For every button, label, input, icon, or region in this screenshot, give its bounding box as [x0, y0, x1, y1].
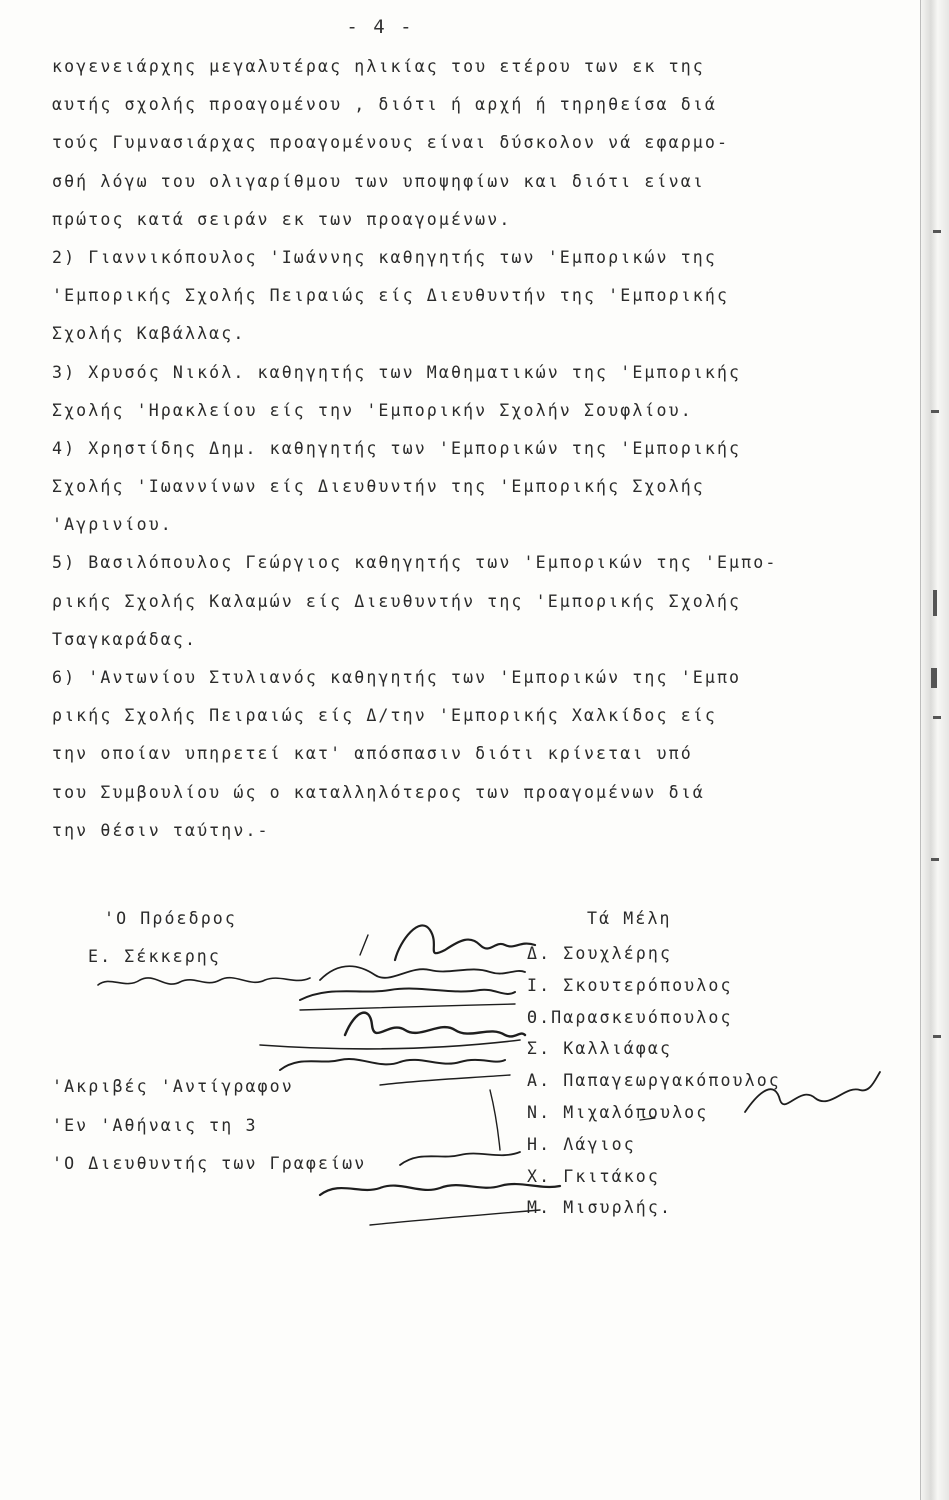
body-line: 'Εμπορικής Σχολής Πειραιώς είς Διευθυντήν της 'Εμπορικής [52, 286, 730, 306]
certification-line: 'Εν 'Αθήναις τη 3 [52, 1115, 258, 1135]
signature-stroke [395, 925, 535, 960]
body-line: την οποίαν υπηρετεί κατ' απόσπασιν διότι κρίνεται υπό [52, 744, 693, 764]
body-line: του Συμβουλίου ώς ο καταλληλότερος των προαγομένων διά [52, 782, 705, 802]
member-name: Μ. Μισυρλής. [527, 1198, 673, 1218]
member-name: Θ.Παρασκευόπουλος [527, 1007, 733, 1027]
member-name: Α. Παπαγεωργακόπουλος [527, 1071, 781, 1091]
body-line: ρικής Σχολής Καλαμών είς Διευθυντήν της 'Εμπορικής Σχολής [52, 591, 742, 611]
body-line: την θέσιν ταύτην.- [52, 820, 270, 840]
member-name: Ι. Σκουτερόπουλος [527, 975, 733, 995]
member-name: Ν. Μιχαλόπουλος [527, 1102, 709, 1122]
body-line: ρικής Σχολής Πειραιώς είς Δ/την 'Εμπορικής Χαλκίδος είς [52, 706, 717, 726]
signature-stroke [260, 1040, 520, 1049]
body-line: 5) Βασιλόπουλος Γεώργιος καθηγητής των 'Εμπορικών της 'Εμπο- [52, 553, 778, 573]
certification-block [52, 1068, 472, 1184]
body-line: Σχολής 'Ηρακλείου είς την 'Εμπορικήν Σχολήν Σουφλίου. [52, 400, 693, 420]
body-line: 4) Χρηστίδης Δημ. καθηγητής των 'Εμπορικών της 'Εμπορικής [52, 438, 742, 458]
page-number: - 4 - [346, 16, 414, 38]
signature-stroke [370, 1210, 540, 1225]
body-line: Σχολής 'Ιωαννίνων είς Διευθυντήν της 'Εμπορικής Σχολής [52, 477, 705, 497]
member-name: Δ. Σουχλέρης [527, 944, 673, 963]
body-line: αυτής σχολής προαγομένου , διότι ή αρχή ή τηρηθείσα διά [52, 95, 717, 115]
signature-stroke [98, 978, 310, 985]
body-line: τούς Γυμνασιάρχας προαγομένους είναι δύσκολον νά εφαρμο- [52, 133, 730, 153]
president-block [88, 900, 388, 976]
body-line: 'Αγρινίου. [52, 515, 173, 535]
signature-stroke [300, 1004, 515, 1010]
signature-stroke [490, 1090, 500, 1150]
member-name: Χ. Γκιτάκος [527, 1166, 660, 1186]
body-text [52, 48, 892, 850]
president-title: 'Ο Πρόεδρος [104, 909, 237, 928]
body-line: σθή λόγω του ολιγαρίθμου των υποψηφίων και διότι είναι [52, 171, 705, 191]
body-line: κογενειάρχης μεγαλυτέρας ηλικίας του ετέρου των εκ της [52, 57, 705, 76]
signature-stroke [345, 1013, 525, 1037]
president-name: Ε. Σέκκερης [88, 947, 221, 966]
body-line: 6) 'Αντωνίου Στυλιανός καθηγητής των 'Εμπορικών της 'Εμπο [52, 668, 742, 687]
body-line: 2) Γιαννικόπουλος 'Ιωάννης καθηγητής των 'Εμπορικών της [52, 247, 717, 267]
certification-line: 'Ακριβές 'Αντίγραφον [52, 1077, 294, 1096]
members-block [527, 900, 857, 1224]
signature-stroke [300, 989, 515, 1000]
signature-stroke [320, 1184, 560, 1195]
members-title: Τά Μέλη [587, 909, 672, 928]
body-line: Τσαγκαράδας. [52, 629, 198, 649]
member-name: Σ. Καλλιάφας [527, 1039, 673, 1059]
body-line: Σχολής Καβάλλας. [52, 324, 246, 344]
page-edge-shadow [920, 0, 949, 1500]
body-line: 3) Χρυσός Νικόλ. καθηγητής των Μαθηματικών της 'Εμπορικής [52, 362, 742, 382]
body-line: πρώτος κατά σειράν εκ των προαγομένων. [52, 209, 512, 229]
certification-line: 'Ο Διευθυντής των Γραφείων [52, 1154, 367, 1173]
member-name: Η. Λάγιος [527, 1134, 636, 1154]
